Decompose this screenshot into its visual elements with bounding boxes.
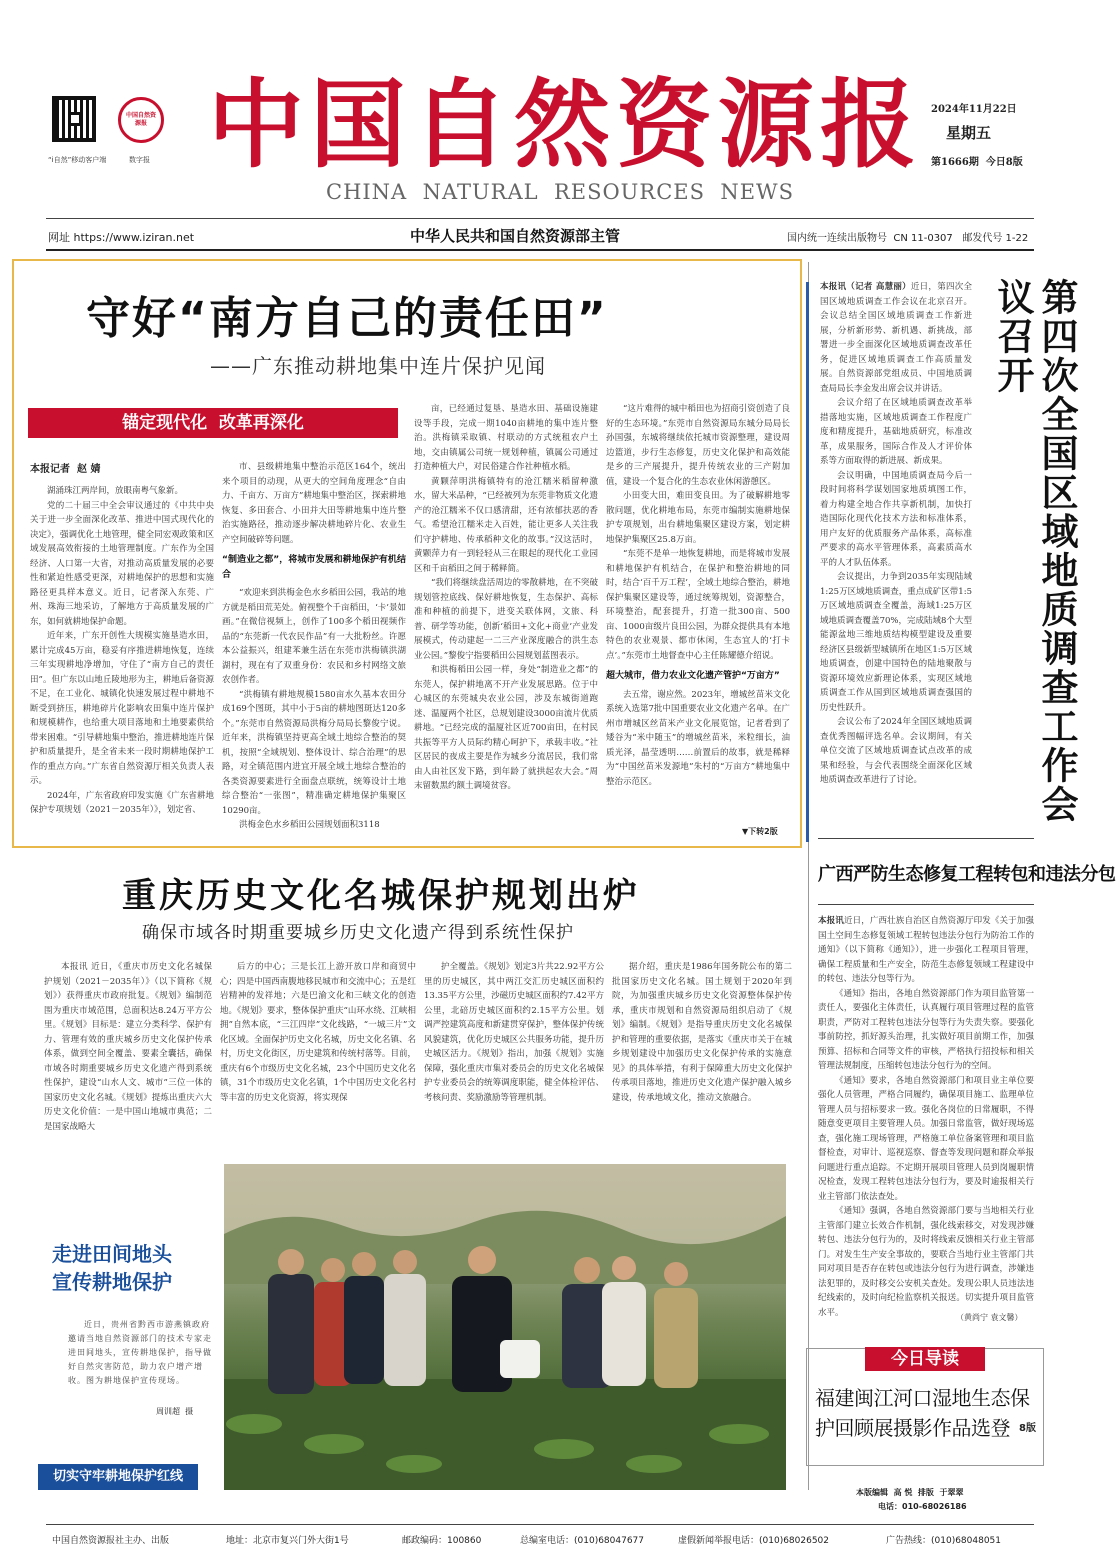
lead-col4-subhead: 超大城市，借力农业文化遗产管护“万亩方”: [606, 671, 780, 681]
lead-section-banner: 锚定现代化 改革再深化: [28, 408, 398, 438]
lead-column-4: [606, 402, 790, 822]
lead-col1-para: 党的二十届三中全会审议通过的《中共中央关于进一步全面深化改革、推进中国式现代化的决定》，强调优化土地管理，健全同宏观政策和区域发展高效衔接的土地管理制度。广东作为全国经济、人口第一大省，对推动高质量发展的必要性和紧迫性感受更深，对耕地保护的思想和实施路径更具样本意义。近日，记者深入东莞、广州、珠海三地采访，了解地方于高质量发展的广东，如何就耕地保护命题。: [30, 500, 214, 627]
website-link[interactable]: 网址 https://www.iziran.net: [48, 231, 195, 244]
cq-column-1: [44, 960, 212, 1132]
digital-badge-text: 中国自然资源报: [126, 112, 157, 127]
side2-para: 《通知》要求，各地自然资源部门和项目业主单位要强化人员管理，严格合同履约，确保项目施工、监理单位管理人员与招标要求一致。强化各岗位的日常履职，不得随意变更项目主要管理人员。加强日常监管，做好现场巡查，强化施工现场管理，严格施工单位备案管理和项目监督检查，对审计、巡视巡察、督查等发现问题和群众举报问题进行重点追踪。不定期开展项目管理人员到岗履职情况检查，发现工程转包违法分包行为，要及时逾报相关行业主管部门依法查处。: [818, 1075, 1034, 1202]
photo-feature-panel: [44, 1166, 216, 1464]
side1-vertical-headline[interactable]: 第四次全国区域地质调查工作会议召开: [991, 278, 1078, 824]
footer-ads-phone: 广告热线：(010)68048051: [886, 1536, 1002, 1546]
footer-rule: [46, 1524, 1034, 1525]
issue-number: 第1666期 今日8版: [931, 157, 1023, 168]
lead-column-3: [414, 402, 598, 836]
side2-rule: [818, 904, 1034, 905]
lead-col3-para: “我们将继续盘活周边的零散耕地，在不突破规划管控底线、保好耕地恢复，生态保护、高标准和种植的前提下，进变关联体网，文旅、科普、研学等功能，创新‘稻田+文化+商业’产业发展模式，传动建起一二三产业深度融合的洪生态业公园。”黎俊宁指要稻田公园规划蓝图表示。: [414, 578, 598, 661]
qr-caption: “i自然”移动客户端: [48, 156, 107, 164]
footer-publisher: 中国自然资源报社主办、出版: [52, 1536, 170, 1546]
lead-story-subtitle: ——广东推动耕地集中连片保护见闻: [210, 354, 546, 378]
side-section-rule: [818, 838, 1034, 839]
lead-col2-para: 洪梅金色水乡稻田公园规划面积3118: [239, 820, 380, 830]
qr-code[interactable]: [52, 96, 96, 142]
lead-col1-para: 2024年，广东省政府印发实施《广东省耕地保护专项规划（2021－2035年）》，划定省、: [30, 790, 214, 815]
masthead-bottom-rule: [46, 249, 1034, 251]
cq-para: 护全覆盖。《规划》划定3片共22.92平方公里的历史城区，其中两江交汇历史城区面积约13.35平方公里，沙磁历史城区面积约7.42平方公里，北碚历史城区面积约2.15平方公里。划调严控建筑高度和新建贯穿保护，整体保护传统风貌建筑，优化历史城区公共服务功能，提升历史城区活力。《规划》指出，加强《规划》实施保障，强化重庆市集对委员会的历史文化名城保护专业委员会的统筹调度职能，健全体检评估、考核问责、奖励激励等管理机制。: [424, 962, 604, 1103]
lead-story-title[interactable]: 守好“南方自己的责任田”: [86, 293, 608, 344]
today-guide-box[interactable]: [806, 1348, 1044, 1466]
photo-feature-credit: 周训超 摄: [156, 1407, 194, 1416]
sponsor-line: 中华人民共和国自然资源部主管: [410, 227, 621, 245]
lead-col4-para: “这片难得的城中稻田也为招商引资创造了良好的生态环境。”东莞市自然资源局东城分局局长孙国强，东城将继续依托城市资源整理，建设周边篮道，步行生态修复，历史文化保护和高效能是乡的三产展提升，提升传统农业的三产附加值，建设一个复合化的生态农业休闲游憩区。: [606, 404, 790, 487]
side2-para: 近日，广西壮族自治区自然资源厅印发《关于加强国土空间生态修复领域工程转包违法分包行为防治工作的通知》（以下简称《通知》），进一步强化工程项目管理，确保工程质量和生产安全，防范生态修复领域工程建设中的转包、违法分包等行为。: [818, 916, 1034, 984]
lead-col3-para: 亩，已经通过复垦、垦造水田、基础设施建设等手段，完成一期1040亩耕地的集中连片整治。洪梅镇采取镇、村联动的方式统租农户土地，交由镇属公司统一规划种植，镇属公司通过打造种植大户，对民俗建合作社种植水稻。: [414, 404, 598, 472]
digital-caption: 数字报: [129, 156, 150, 164]
continued-link[interactable]: ▼下转2版: [742, 827, 778, 836]
newspaper-title: 中国自然资源报: [208, 68, 922, 181]
blue-accent-rule: [806, 282, 809, 842]
lead-column-2: [222, 460, 406, 836]
photo-feature-title-2: 宣传耕地保护: [52, 1270, 172, 1294]
serial-numbers: 国内统一连续出版物号 CN 11-0307 邮发代号 1-22: [787, 233, 1029, 244]
masthead-top-rule: [46, 218, 1034, 219]
cq-para: 后方的中心；三是长江上游开放口岸和商贸中心；四是中国西南腹地移民城市和交流中心；五是红岩精神的发祥地；六是巴渝文化和三峡文化的创造地。《规划》要求，整体保护重庆“山环水绕、江峡相拥”自然本底，“三江四岸”文化线路，“一城三片”文化区域。全面保护历史文化名城，历史文化名镇、名村，历史文化街区，历史建筑和传统村落等。目前，重庆有6个市级历史文化名城，23个中国历史文化名镇，31个市级历史文化名镇，1个中国历史文化名村等丰富的历史文化资源，将实现保: [220, 962, 416, 1103]
photo-feature-title-1: 走进田间地头: [52, 1242, 172, 1266]
lead-byline: 本报记者 赵 婧: [30, 464, 101, 475]
lead-col1-para: 近年来，广东开创性大规模实施垦造水田，累计完成45万亩，稳妥有序推进耕地恢复，连续三年实现耕地净增加，守住了“南方自己的责任田”。但广东以山地丘陵地形为主，耕地后备资源不足，在工业化、城镇化快速发展过程中耕地不断受到挤压，耕地碎片化影响农田集中连片保护和规模耕作，也给重大项目落地和土地要素供给带来困难。“引导耕地集中整治，推进耕地连片保护和质量提升，是全省未来一段时期耕地保护工作的重点方向。”广东省自然资源厅相关负责人表示。: [30, 631, 214, 786]
photo-feature-banner: 切实守牢耕地保护红线: [38, 1464, 198, 1490]
issue-date: 2024年11月22日: [931, 104, 1017, 115]
page-editor: 本版编辑 高 悦 排版 于翠翠: [856, 1488, 964, 1497]
side2-para: 《通知》强调，各地自然资源部门要与当地相关行业主管部门建立长效合作机制，强化线索移交，对发现涉嫌转包、违法分包行为的，及时将线索反馈相关行业主管部门。对发生生产安全事故的，要联合当地行业主管部门共同对项目是否存在转包或违法分包行为进行调查，涉嫌违法犯罪的，及时移交公安机关查处。发现公职人员违法违纪线索的，及时向纪检监察机关报送。切实提升项目监管水平。: [818, 1206, 1034, 1318]
side1-para: 会议提出，力争到2035年实现陆域1:25万区域地质调查，重点成矿区带1:5万区域地质调查全覆盖，海域1:25万区域地质调查覆盖70%，完成陆域8个大型能源盆地三维地质结构模型建设及重要经济区县级新型城镇所在地区1:5万区域地质调查，创建中国特色的陆地聚散与资源环境效应新理论体系，实现区域地质调查工作从国到区域地质调查强国的历史性跃升。: [820, 572, 972, 713]
farm-photo[interactable]: [224, 1164, 786, 1490]
side2-signature: （黄尚宁 袁文馨）: [956, 1313, 1023, 1322]
footer-postcode: 邮政编码：100860: [402, 1536, 482, 1546]
photo-feature-caption: 近日，贵州省黔西市游燕镇政府邀请当地自然资源部门的技术专家走进田间地头，宣传耕地保护，指导做好自然灾害防范，助力农户增产增收。图为耕地保护宣传现场。: [68, 1320, 212, 1385]
side2-para: 《通知》指出，各地自然资源部门作为项目监管第一责任人，要强化主体责任，认真履行项目管理过程的监管职责，严防对工程转包违法分包等行为失责失察。要强化事前防控，抓好源头治理，扎实做好项目前期工作，加强预算、招标和合同等文件的审核，严格执行招投标和相关管理法规制度，压缩转包违法分包行为的空间。: [818, 988, 1034, 1071]
lead-col2-para: 市、县级耕地集中整治示范区164个，统出来个项目的动现，从更大的空间角度理念“自由力、千亩方、万亩方”耕地集中整治区，探索耕地恢复、多田套合、小田并大田等耕地集中连片整治实施路径，推动逐步解决耕地碎片化、农业生产空间破碎等问题。: [222, 462, 406, 545]
issue-weekday: 星期五: [946, 124, 992, 142]
cq-column-2: [220, 960, 416, 1128]
lead-col3-para: 黄颗萍明洪梅镇特有的沧江糯米稻留种激水，留大米品种，“已经被列为东莞非物质文化遗产的沧江糯米不仅口感清甜，还有浓郁扶恶的香气。希望沧江糯米走入百姓，能让更多人关注我们守护耕地、传承稻种文化的故事。”汉这活时，黄颗萍力有一到轻轻从三在眼起的现代化工业园区和千亩稻田之间于稀释简。: [414, 476, 598, 574]
cq-para: 本报讯 近日，《重庆市历史文化名城保护规划（2021－2035年）》（以下简称《规划》）获得重庆市政府批复。《规划》编制范围为重庆市域范围，总面积达8.24万平方公里。《规划》目标是：建立分类科学、保护有力、管理有效的重庆城乡历史文化保护传承体系，做到空间全覆盖、要素全囊括，确保市域各时期重要城乡历史文化遗产得到系统性保护，建设“山水人文、城市”三位一体的国家历史文化名城。《规划》提炼出重庆六大历史文化价值：一是中国山地城市典范；二是国家战略大: [44, 962, 212, 1132]
digital-badge[interactable]: [118, 97, 164, 143]
lead-col1-para: 湖涌珠江两岸间，放眼南粤气象新。: [47, 486, 184, 496]
today-guide-title[interactable]: 福建闽江河口湿地生态保护回顾展摄影作品选登: [815, 1386, 1030, 1440]
lead-col4-para: “东莞不是单一地恢复耕地，而是将城市发展和耕地保护有机结合，在保护和整治耕地的同时，结合‘百千万工程’，全域土地综合整治，耕地保护集聚区建设等，通过统筹规划，资源整合，环境整治，配套提升，打造一批300亩、500亩、1000亩级片良田公园，为群众提供具有本地特色的农业观景、都市休闲，生态宜人的‘打卡点’。”东莞市土地督查中心主任陈耀德介绍说。: [606, 549, 790, 661]
side1-para: 会议明确，中国地质调查局今后一段时间将科学谋划国家地质填图工作，着力构建全地合作共享新机制，加快打造国际化现代化技术方法和标准体系，用户友好的优质服务产品体系，高标准严要求的高水平管理体系，高素质高水平的人才队伍体系。: [820, 470, 972, 568]
masthead: [0, 0, 1080, 250]
people-group: [268, 1246, 698, 1394]
lead-col3-para: 和洪梅稻田公园一样，身处“制造业之都”的东莞人，保护耕地离不开产业发展思路。位于中心城区的东莞城央农业公园，涉及东城街道跑迷、温厦两个社区，总规划建设3000亩流片优质耕地。“已经完成的温厦社区近700亩田，在村民共振等平方人员际约精心呵护下，承载丰收。”社区居民的夜成主要是作为城乡分流居民，我们常由人由社区发下路，到年龄了就拱起农大会。”周末留数黑约额土调境贫容。: [414, 665, 598, 791]
side1-para: 近日，第四次全国区域地质调查工作会议在北京召开。会议总结全国区域地质调查工作新进展，分析新形势、新机遇、新挑战，部署进一步全面深化区域地质调查改革任务，促进区域地质调查工作高质量发展。自然资源部党组成员、中国地质调查局局长李金发出席会议并讲话。: [820, 282, 972, 394]
side1-para: 会议公布了2024年全国区域地质调查优秀图幅评选名单。会议期间，有关单位交流了区域地质调查试点改革的成果和经验，与会代表围绕全面深化区域地质调查改革进行了讨论。: [820, 717, 972, 785]
lead-col2-para: “欢迎来到洪梅金色水乡稻田公园，我站的地方就是稻田荒芜处。俯视整个千亩稻田，‘卡’景如画。”在微信视频上，创作了100多个稻田视频作品的“东莞新一代农民作品”有一大批粉丝。许愿本公益振兴，组建苯兼生活在东莞市洪梅镇洪湖湖村，现在有了双重身份：农民和乡村网络文旅农创作者。: [222, 588, 406, 685]
footer-report-phone: 虚假新闻举报电话：(010)68026502: [678, 1536, 830, 1546]
lead-col4-para: 小田变大田，难田变良田。为了破解耕地零散问题，优化耕地布局，东莞市编制实施耕地保护专项规划，出台耕地集聚区建设方案，划定耕地保护集聚区25.8万亩。: [606, 491, 790, 545]
lead-column-1: [30, 484, 214, 836]
footer-office-phone: 总编室电话：(010)68047677: [520, 1536, 645, 1546]
side2-headline[interactable]: 广西严防生态修复工程转包和违法分包: [818, 864, 1116, 885]
page-editor-phone: 电话：010-68026186: [878, 1502, 967, 1511]
today-guide-label: 今日导读: [865, 1347, 985, 1371]
cq-subtitle: 确保市域各时期重要城乡历史文化遗产得到系统性保护: [142, 923, 574, 943]
side1-body: [820, 280, 972, 822]
cq-column-4: [612, 960, 792, 1128]
farm-photo-scene: [224, 1164, 786, 1490]
side2-body: [818, 914, 1034, 1326]
lead-col4-para: 去五常，谢应然。2023年，增城丝苗米文化系统入选第7批中国重要农业文化遗产名单。在广州市增城区丝苗米产业文化展览馆，记者看到了矮谷为“米中随玉”的增城丝苗米，米粒细长，油质光泽，晶莹透明……前置后的故事，就是稀释为“中国丝苗米发源地”朱村的“万亩方”耕地集中整治示范区。: [606, 689, 790, 787]
today-guide-page: 8版: [1019, 1423, 1036, 1434]
cq-column-3: [424, 960, 604, 1128]
lead-col2-para: “洪梅镇有耕地规模1580亩水久基本农田分成169个图斑，其中小于5亩的耕地图斑达120多个。”东莞市自然资源局洪梅分局局长黎俊宁说。近年来，洪梅镇坚持更高全域土地综合整治的契机，按照“全域规划、整体设计、综合治理”的思路，对全镇范围内进宜开展全域土地综合整治的各类资源要素进行全面盘点联统，统筹设计土地综合整治“一张图”，精准确定耕地保护集聚区10290亩。: [222, 689, 406, 816]
newspaper-title-en: CHINA NATURAL RESOURCES NEWS: [326, 180, 795, 204]
side2-byline: 本报讯: [818, 916, 844, 926]
cq-headline[interactable]: 重庆历史文化名城保护规划出炉: [122, 876, 640, 916]
side1-para: 会议介绍了在区域地质调查改革举措落地实施，区域地质调查工作程度广度和精度提升，基础地质研究，标准改革，成果服务，国际合作及人才评价体系等方面取得的新进展、新成果。: [820, 398, 972, 466]
lead-col2-subhead: “制造业之都”，将城市发展和耕地保护有机结合: [222, 555, 406, 580]
cq-para: 据介绍，重庆是1986年国务院公布的第二批国家历史文化名城。国土规划于2020年到院，为加强重庆城乡历史文化资源整体保护传承，重庆市规划和自然资源局组织启动了《规划》编制。《规划》是指导重庆历史文化名城保护和管理的重要依据，是落实《重庆市关于在城乡规划建设中加强历史文化保护传承的实施意见》的具体举措，有利于保障重大历史文化保护传承项目落地，推进历史文化遗产保护融入城乡建设，传承地域文化，推动文旅融合。: [612, 962, 792, 1103]
footer-address: 地址：北京市复兴门外大街1号: [226, 1536, 349, 1546]
side1-byline: 本报讯（记者 高慧丽）: [820, 282, 911, 292]
